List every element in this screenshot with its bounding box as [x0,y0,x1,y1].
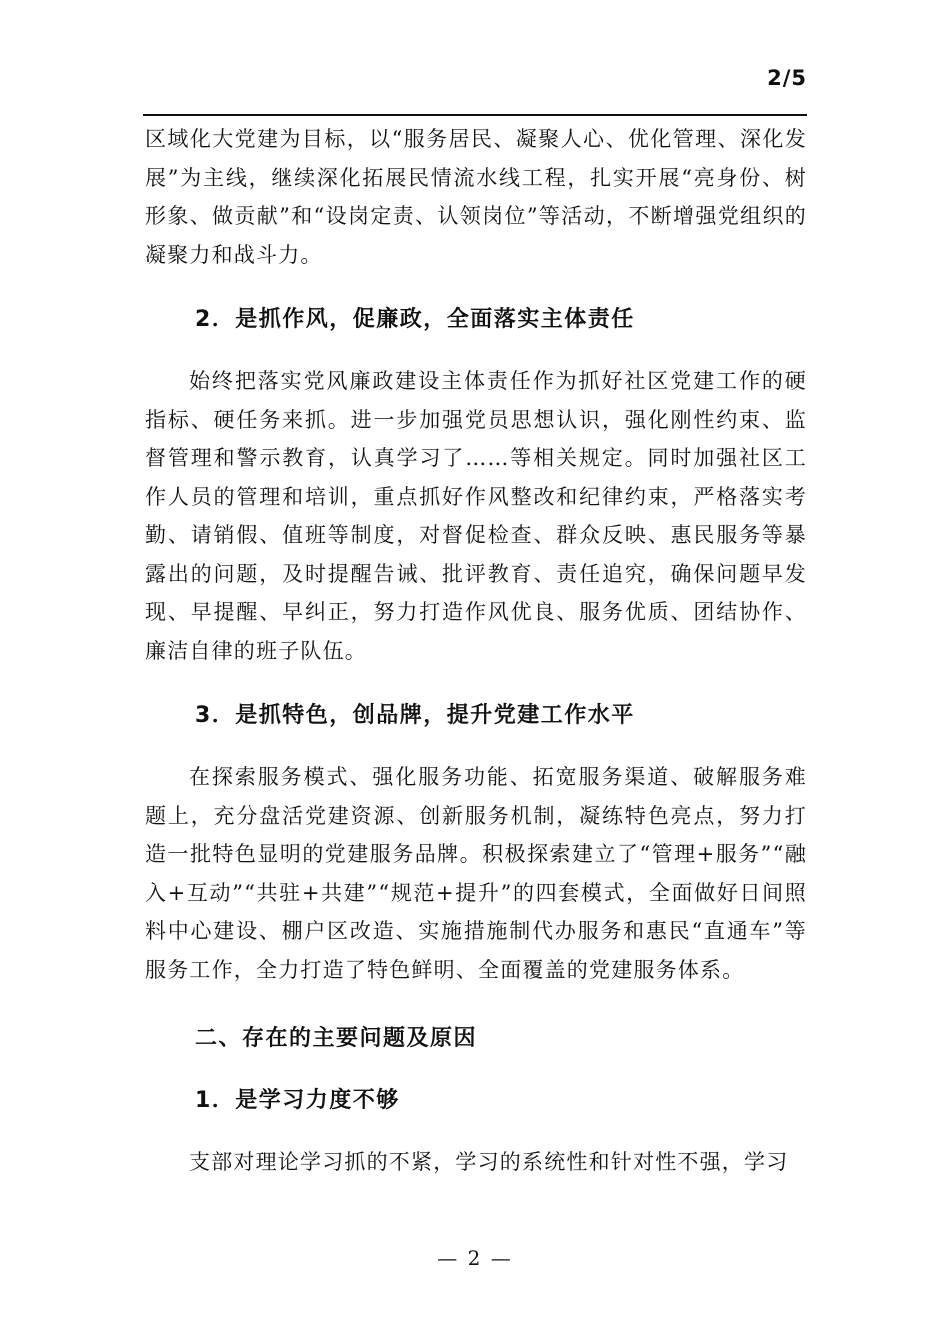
heading-study-insufficient: 1．是学习力度不够 [195,1088,400,1113]
header-rule [143,114,807,116]
heading-brand-features: 3．是抓特色，创品牌，提升党建工作水平 [195,703,635,728]
section-heading-problems: 二、存在的主要问题及原因 [195,1026,478,1051]
paragraph-work-style: 始终把落实党风廉政建设主体责任作为抓好社区党建工作的硬指标、硬任务来抓。进一步加强党员思想认识，强化刚性约束、监督管理和警示教育，认真学习了……等相关规定。同时加强社区工作人员的管理和培训，重点抓好作风整改和纪律约束，严格落实考勤、请销假、值班等制度，对督促检查、群众反映、惠民服务等暴露出的问题，及时提醒告诫、批评教育、责任追究，确保问题早发现、早提醒、早纠正，努力打造作风优良、服务优质、团结协作、廉洁自律的班子队伍。 [145,369,807,663]
paragraph-continuation: 区域化大党建为目标，以“服务居民、凝聚人心、优化管理、深化发展”为主线，继续深化拓展民情流水线工程，扎实开展“亮身份、树形象、做贡献”和“设岗定责、认领岗位”等活动，不断增强党组织的凝聚力和战斗力。 [145,127,807,267]
paragraph-brand-features: 在探索服务模式、强化服务功能、拓宽服务渠道、破解服务难题上，充分盘活党建资源、创新服务机制，凝练特色亮点，努力打造一批特色显明的党建服务品牌。积极探索建立了“管理+服务”“融入+互动”“共驻+共建”“规范+提升”的四套模式，全面做好日间照料中心建设、棚户区改造、实施措施制代办服务和惠民“直通车”等服务工作，全力打造了特色鲜明、全面覆盖的党建服务体系。 [145,765,807,982]
page-number-footer: — 2 — [437,1246,513,1270]
heading-work-style: 2．是抓作风，促廉政，全面落实主体责任 [195,307,635,332]
document-body [145,120,807,1182]
page-indicator: 2/5 [767,66,807,90]
paragraph-study-insufficient: 支部对理论学习抓的不紧，学习的系统性和针对性不强，学习 [189,1150,789,1174]
